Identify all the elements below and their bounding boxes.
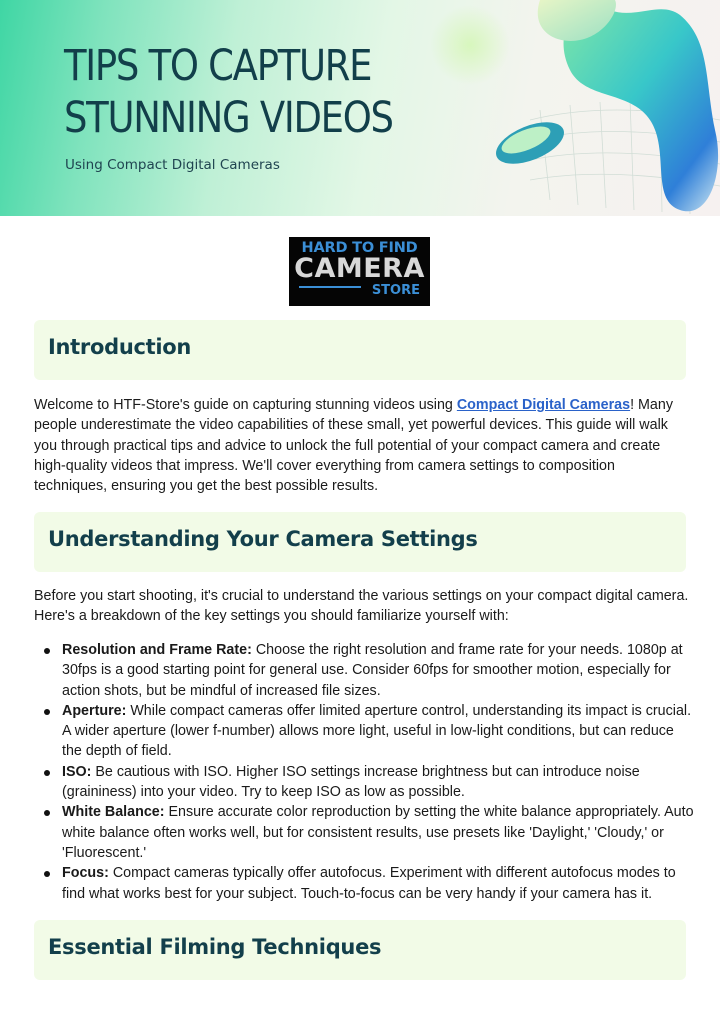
logo-text-bottom: STORE — [371, 283, 420, 298]
section-heading-filming-techniques: Essential Filming Techniques — [48, 935, 382, 959]
page-subtitle: Using Compact Digital Cameras — [65, 157, 280, 173]
title-line-2: STUNNING VIDEOS — [64, 93, 393, 143]
list-item — [34, 863, 694, 904]
list-item-text: Compact cameras typically offer autofocus. Experiment with different autofocus modes to find what works best for your subject. Touch-to-focus can be very handy if your camera has it. — [62, 865, 676, 902]
logo-text-top: HARD TO FIND — [301, 240, 418, 256]
intro-paragraph — [34, 395, 689, 496]
list-item — [34, 701, 694, 762]
section-camera-settings — [34, 512, 686, 572]
abstract-blob-graphic — [380, 0, 720, 216]
title-line-1: TIPS TO CAPTURE — [64, 41, 372, 91]
logo-text-main: CAMERA — [294, 253, 425, 284]
list-item — [34, 762, 694, 803]
store-logo — [289, 237, 430, 306]
section-introduction — [34, 320, 686, 380]
section-heading-camera-settings: Understanding Your Camera Settings — [48, 527, 478, 551]
list-item-text: Ensure accurate color reproduction by setting the white balance appropriately. Auto white balance often works well, but for consistent results, use presets like 'Daylight,' 'Cloudy,' or 'Fluorescent.' — [62, 804, 694, 861]
list-item-term: Focus: — [62, 865, 109, 882]
list-item-text: Choose the right resolution and frame rate for your needs. 1080p at 30fps is a good starting point for general use. Consider 60fps for smoother motion, especially for action shots, but be mindful of increased file sizes. — [62, 642, 683, 699]
list-item-term: Aperture: — [62, 702, 127, 719]
section-filming-techniques — [34, 920, 686, 980]
list-item-text: While compact cameras offer limited aperture control, understanding its impact is crucial. A wider aperture (lower f-number) allows more light, useful in low-light conditions, but can reduce the depth of field. — [62, 702, 692, 760]
hero-banner — [0, 0, 720, 216]
intro-text-end: ! Many people underestimate the video capabilities of these small, yet powerful devices. This guide will walk you through practical tips and advice to unlock the full potential of your compact camera and create high-quality videos that impress. We'll cover everything from camera settings to composition techniques, ensuring you get the best possible results. — [34, 397, 673, 495]
intro-text-start: Welcome to HTF-Store's guide on capturing stunning videos using — [34, 397, 457, 413]
page-title — [64, 40, 425, 144]
list-item-term: White Balance: — [62, 804, 165, 821]
compact-cameras-link[interactable]: Compact Digital Cameras — [456, 397, 631, 413]
logo-rule — [299, 286, 361, 288]
list-item-text: Be cautious with ISO. Higher ISO settings increase brightness but can introduce noise (graininess) into your video. Try to keep ISO as low as possible. — [62, 763, 640, 801]
list-item — [34, 640, 694, 701]
settings-lead-paragraph: Before you start shooting, it's crucial to understand the various settings on your compact digital camera. Here's a breakdown of the key settings you should familiarize yourself with: — [34, 588, 689, 625]
section-heading-introduction: Introduction — [48, 335, 192, 359]
settings-list — [34, 640, 694, 904]
list-item-term: ISO: — [62, 763, 92, 780]
list-item-term: Resolution and Frame Rate: — [62, 642, 252, 658]
list-item — [34, 802, 694, 863]
